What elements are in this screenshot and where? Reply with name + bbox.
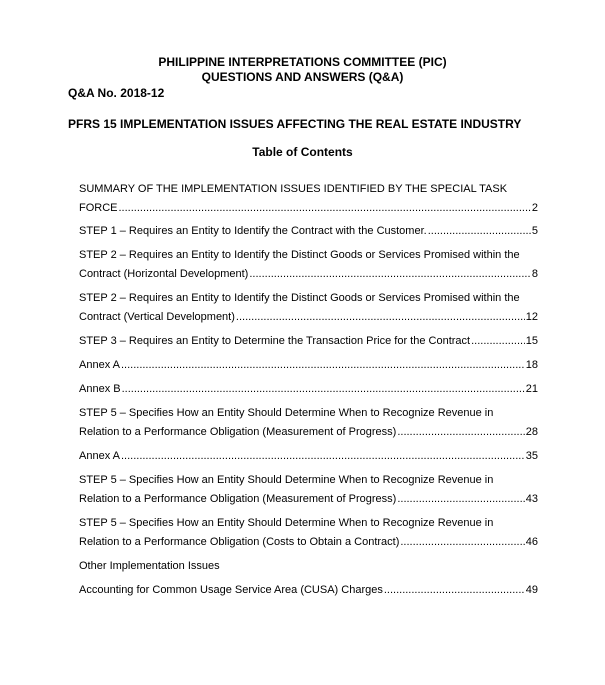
toc-entry-page: 43: [525, 493, 538, 505]
toc-entry-page: 35: [525, 450, 538, 462]
toc-entry-title: STEP 3 – Requires an Entity to Determine the Transaction Price for the Contract: [79, 335, 471, 347]
toc-entry-line1: STEP 5 – Specifies How an Entity Should Determine When to Recognize Revenue in: [79, 407, 494, 419]
document-subject: PFRS 15 IMPLEMENTATION ISSUES AFFECTING THE REAL ESTATE INDUSTRY: [68, 117, 522, 131]
toc-entry-title: Relation to a Performance Obligation (Costs to Obtain a Contract): [79, 536, 400, 548]
leader-dots: [236, 310, 525, 324]
leader-dots: [397, 492, 524, 506]
toc-entry-line1: STEP 2 – Requires an Entity to Identify the Distinct Goods or Services Promised within the: [79, 292, 520, 304]
toc-entry-page: 15: [525, 335, 538, 347]
toc-entry-title: Annex A: [79, 359, 120, 371]
document-type: QUESTIONS AND ANSWERS (Q&A): [201, 70, 404, 84]
toc-entry-page: 5: [531, 225, 538, 237]
toc-entry-page: 12: [525, 311, 538, 323]
qa-number: Q&A No. 2018-12: [68, 86, 165, 100]
toc-entry-line1: SUMMARY OF THE IMPLEMENTATION ISSUES IDENTIFIED BY THE SPECIAL TASK: [79, 183, 508, 195]
toc-entry-title: Contract (Horizontal Development): [79, 268, 249, 280]
toc-entry-page: 8: [531, 268, 538, 280]
toc-entry-title: Relation to a Performance Obligation (Measurement of Progress): [79, 426, 397, 438]
leader-dots: [428, 224, 531, 238]
toc-title: Table of Contents: [252, 145, 353, 159]
toc-entry-line1: STEP 5 – Specifies How an Entity Should Determine When to Recognize Revenue in: [79, 474, 494, 486]
toc-entry-title: FORCE: [79, 202, 118, 214]
toc-entry-line1: STEP 5 – Specifies How an Entity Should Determine When to Recognize Revenue in: [79, 517, 494, 529]
toc-entry-title: Other Implementation Issues: [79, 560, 220, 572]
toc-entry-page: 28: [525, 426, 538, 438]
leader-dots: [397, 425, 524, 439]
leader-dots: [384, 583, 525, 597]
leader-dots: [121, 449, 525, 463]
leader-dots: [119, 201, 531, 215]
toc-entry-line1: STEP 2 – Requires an Entity to Identify the Distinct Goods or Services Promised within the: [79, 249, 520, 261]
toc-entry-title: Annex A: [79, 450, 120, 462]
toc-entry-page: 18: [525, 359, 538, 371]
leader-dots: [121, 358, 525, 372]
toc-entry-title: STEP 1 – Requires an Entity to Identify the Contract with the Customer.: [79, 225, 427, 237]
toc-entry-page: 21: [525, 383, 538, 395]
toc-entry-title: Annex B: [79, 383, 121, 395]
leader-dots: [249, 267, 531, 281]
toc-entry-title: Contract (Vertical Development): [79, 311, 235, 323]
leader-dots: [400, 535, 524, 549]
toc-entry-page: 2: [531, 202, 538, 214]
toc-entry-page: 49: [525, 584, 538, 596]
leader-dots: [471, 334, 525, 348]
toc-entry-title: Relation to a Performance Obligation (Measurement of Progress): [79, 493, 397, 505]
toc-entry-title: Accounting for Common Usage Service Area (CUSA) Charges: [79, 584, 383, 596]
committee-name: PHILIPPINE INTERPRETATIONS COMMITTEE (PIC): [158, 55, 447, 69]
leader-dots: [122, 382, 525, 396]
toc-entry-page: 46: [525, 536, 538, 548]
